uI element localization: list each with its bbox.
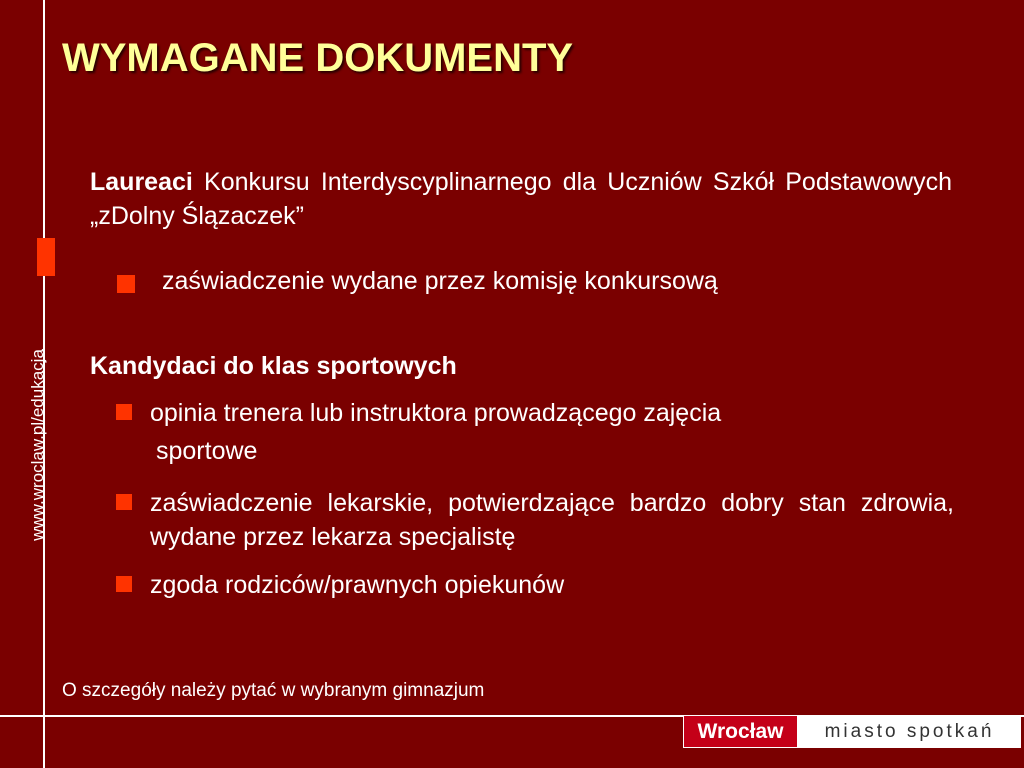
bullet-opinia-line2: sportowe — [156, 437, 258, 465]
bullet-opinia-line1: opinia trenera lub instruktora prowadzącego zajęcia — [150, 399, 722, 427]
slide-title: WYMAGANE DOKUMENTY — [62, 36, 574, 80]
bullet-item-zgoda: zgoda rodziców/prawnych opiekunów — [150, 571, 565, 599]
wroclaw-logo — [683, 715, 1021, 748]
bullet-square-icon — [116, 404, 132, 420]
laureaci-label: Laureaci — [90, 168, 193, 196]
sport-section-heading: Kandydaci do klas sportowych — [90, 352, 457, 380]
side-accent-square — [37, 238, 55, 276]
laureaci-paragraph — [90, 165, 952, 233]
bullet-item-zaswiadczenie-lekarskie: zaświadczenie lekarskie, potwierdzające bardzo dobry stan zdrowia, wydane przez lekarza specjalistę — [150, 489, 954, 551]
bullet-item-komisja: zaświadczenie wydane przez komisję konkursową — [162, 267, 718, 295]
bullet-square-icon — [116, 494, 132, 510]
logo-wroclaw-text: Wrocław — [684, 716, 799, 747]
bullet-square-icon — [116, 576, 132, 592]
side-url-text: www.wroclaw.pl/edukacja — [28, 349, 47, 541]
bullet-square-icon — [117, 275, 135, 293]
bullet-item-opinia — [150, 396, 910, 468]
laureaci-description: Konkursu Interdyscyplinarnego dla Uczniów Szkół Podstawowych „zDolny Ślązaczek” — [90, 168, 952, 230]
logo-tagline: miasto spotkań — [799, 716, 1020, 747]
footer-note: O szczegóły należy pytać w wybranym gimnazjum — [62, 680, 485, 701]
